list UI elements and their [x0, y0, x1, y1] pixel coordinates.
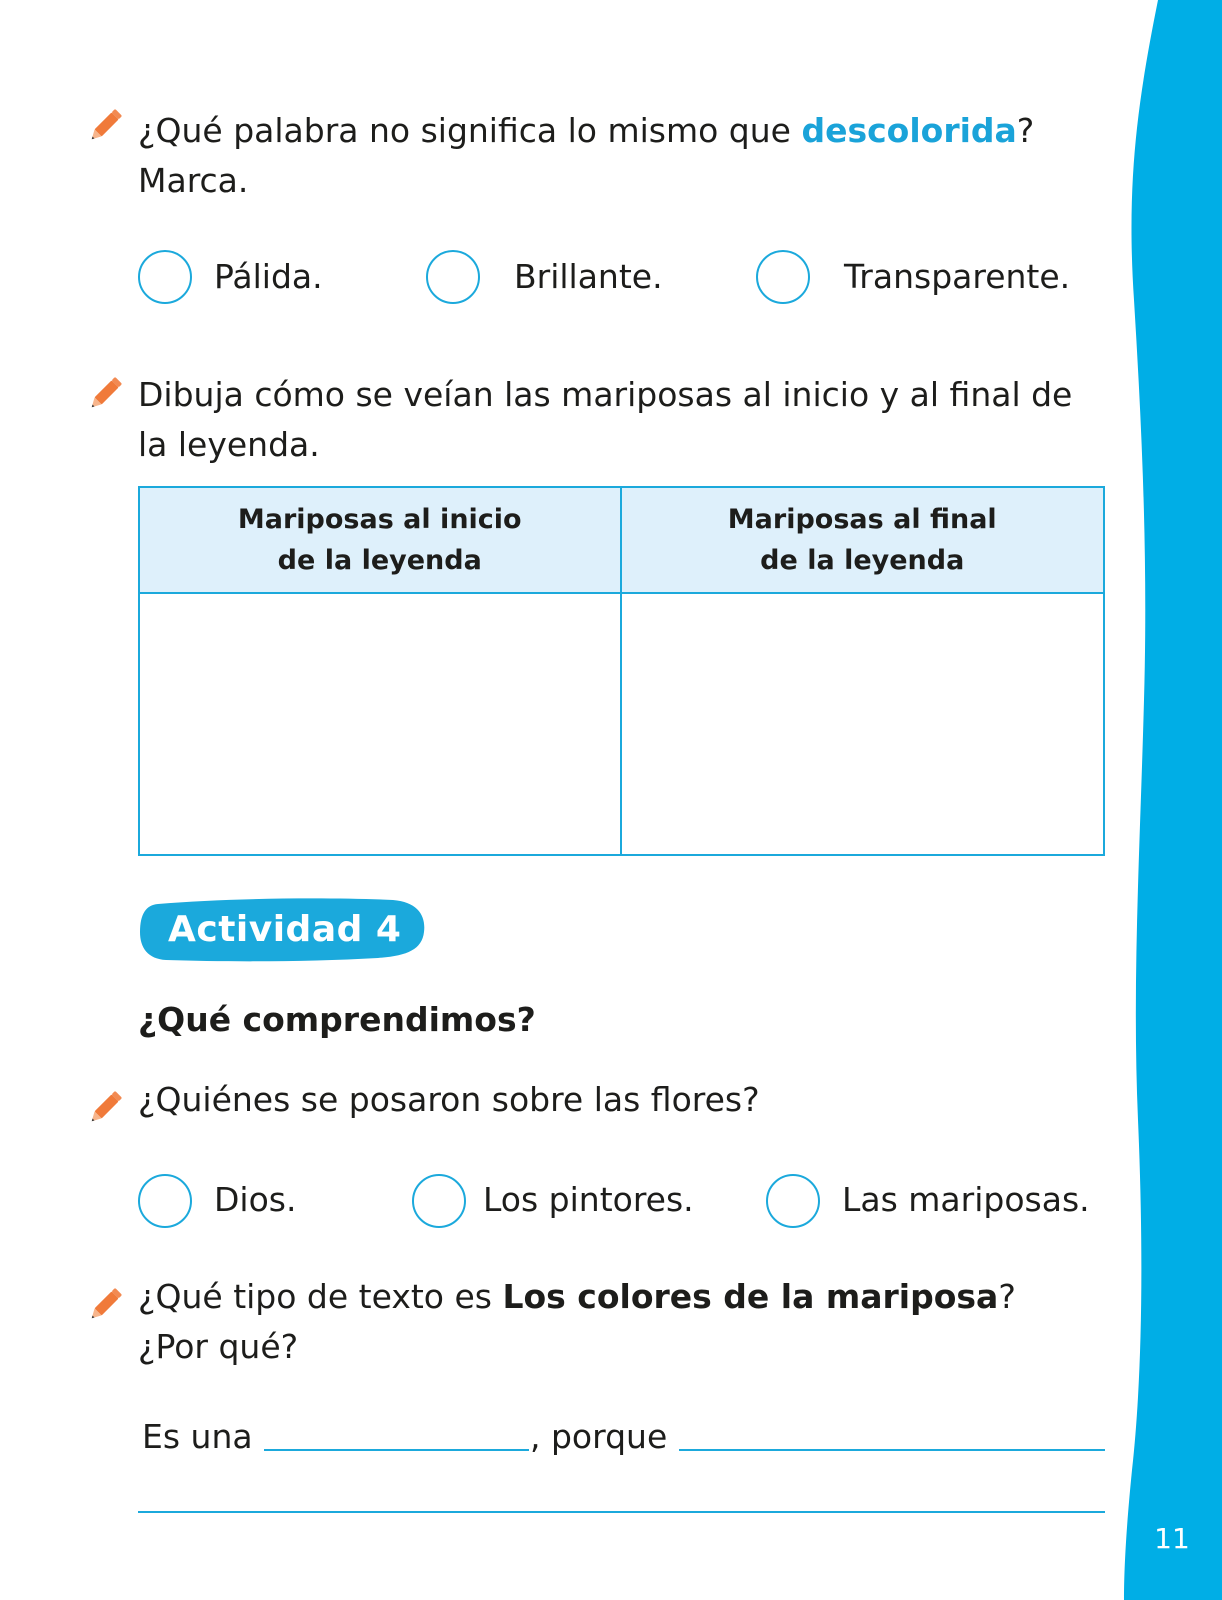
drawing-area-final[interactable] — [622, 594, 1104, 854]
table-header-inicio: Mariposas al inicio de la leyenda — [140, 488, 622, 594]
pencil-icon — [88, 103, 128, 143]
question-2-line-1: Dibuja cómo se veían las mariposas al inicio y al final de — [138, 375, 1073, 414]
option-dios-label: Dios. — [214, 1180, 297, 1219]
question-1-text: ¿Qué palabra no significa lo mismo que — [138, 111, 802, 150]
option-pintores-circle[interactable] — [412, 1174, 466, 1228]
pencil-icon — [88, 1085, 128, 1125]
question-1 — [138, 106, 1034, 206]
drawing-area-inicio[interactable] — [140, 594, 622, 854]
question-4-line-1 — [138, 1272, 1016, 1322]
option-transparente-circle[interactable] — [756, 250, 810, 304]
pencil-icon — [88, 371, 128, 411]
option-pintores-label: Los pintores. — [483, 1180, 694, 1219]
answer-line-reason[interactable] — [679, 1449, 1105, 1451]
option-palida-circle[interactable] — [138, 250, 192, 304]
question-2 — [138, 370, 1072, 470]
question-4-line-2: ¿Por qué? — [138, 1327, 299, 1366]
drawing-table — [138, 486, 1105, 856]
question-4-punct: ? — [998, 1277, 1016, 1316]
side-band — [1112, 0, 1222, 1600]
option-brillante-circle[interactable] — [426, 250, 480, 304]
option-dios-circle[interactable] — [138, 1174, 192, 1228]
answer-line-reason-2[interactable] — [138, 1511, 1105, 1513]
question-2-line-2: la leyenda. — [138, 425, 320, 464]
option-transparente-label: Transparente. — [844, 257, 1071, 296]
question-1-line-2: Marca. — [138, 161, 249, 200]
section-title: ¿Qué comprendimos? — [138, 1000, 536, 1039]
question-1-keyword: descolorida — [801, 111, 1017, 150]
question-3: ¿Quiénes se posaron sobre las flores? — [138, 1080, 760, 1119]
answer-prefix: Es una — [142, 1417, 253, 1456]
answer-line-type[interactable] — [264, 1449, 529, 1451]
activity-label: Actividad 4 — [168, 909, 402, 950]
option-palida-label: Pálida. — [214, 257, 323, 296]
question-1-line-1 — [138, 106, 1034, 156]
table-header-final: Mariposas al final de la leyenda — [622, 488, 1104, 594]
page-number: 11 — [1154, 1522, 1190, 1555]
answer-middle: , porque — [530, 1417, 668, 1456]
question-4-text: ¿Qué tipo de texto es — [138, 1277, 503, 1316]
question-4-title: Los colores de la mariposa — [502, 1277, 999, 1316]
option-brillante-label: Brillante. — [514, 257, 663, 296]
question-4 — [138, 1272, 1016, 1372]
option-mariposas-label: Las mariposas. — [842, 1180, 1090, 1219]
question-1-punct: ? — [1016, 111, 1035, 150]
pencil-icon — [88, 1282, 128, 1322]
option-mariposas-circle[interactable] — [766, 1174, 820, 1228]
